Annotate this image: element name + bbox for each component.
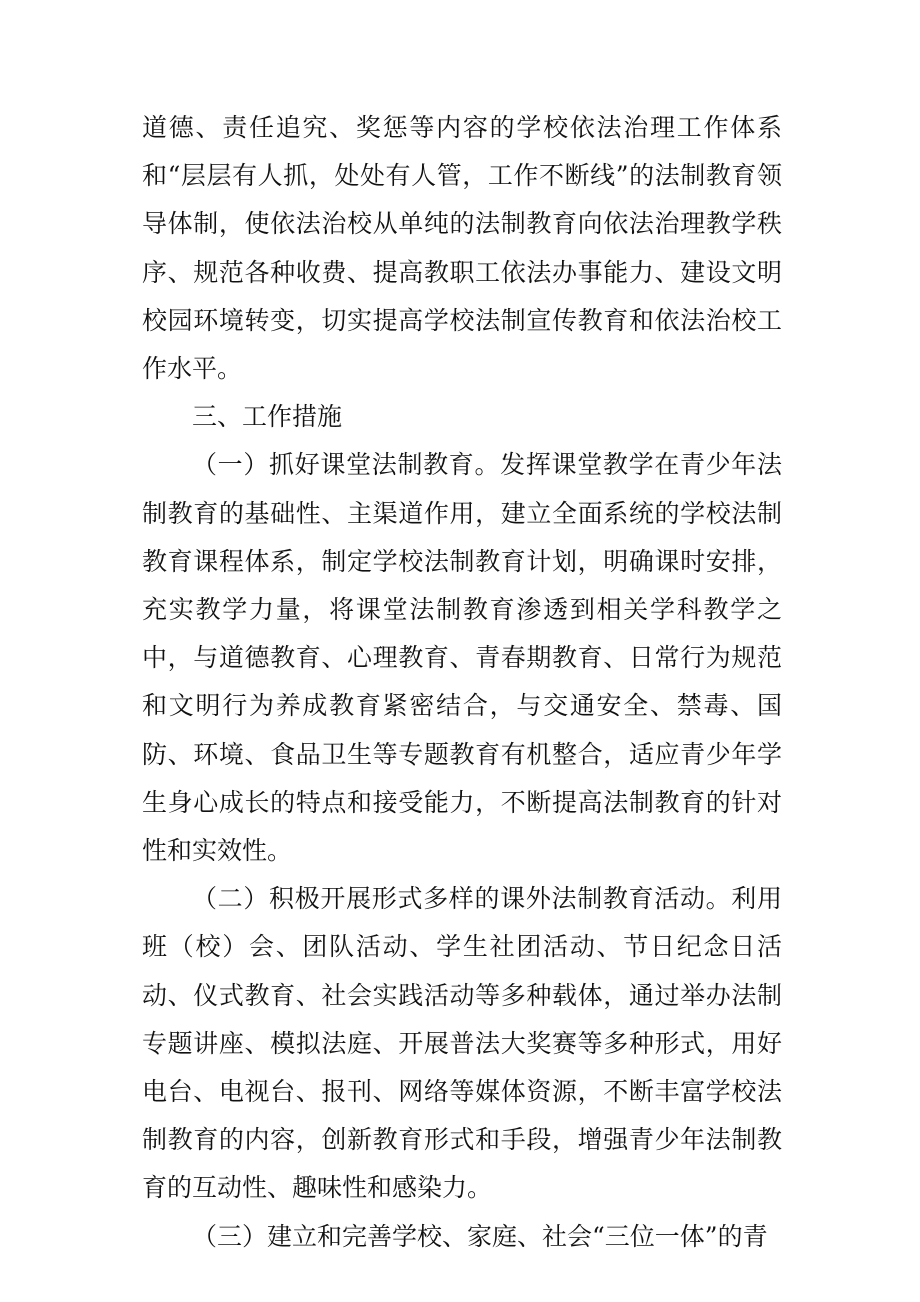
paragraph-measure-3: （三）建立和完善学校、家庭、社会“三位一体”的青 [192,1221,768,1251]
paragraph-measure-1: （一）抓好课堂法制教育。发挥课堂教学在青少年法制教育的基础性、主渠道作用，建立全面系统的学校法制教育课程体系，制定学校法制教育计划，明确课时安排，充实教学力量，将课堂法制教育渗透到相关学科教学之中，与道德教育、心理教育、青春期教育、日常行为规范和文明行为养成教育紧密结合，与交通安全、禁毒、国防、环境、食品卫生等专题教育有机整合，适应青少年学生身心成长的特点和接受能力，不断提高法制教育的针对性和实效性。 [142,450,782,866]
paragraph-measure-2: （二）积极开展形式多样的课外法制教育活动。利用班（校）会、团队活动、学生社团活动、节日纪念日活动、仪式教育、社会实践活动等多种载体，通过举办法制专题讲座、模拟法庭、开展普法大奖赛等多种形式，用好电台、电视台、报刊、网络等媒体资源，不断丰富学校法制教育的内容，创新教育形式和手段，增强青少年法制教育的互动性、趣味性和感染力。 [142,884,782,1203]
document-body [142,104,782,1261]
paragraph-continuation: 道德、责任追究、奖惩等内容的学校依法治理工作体系和“层层有人抓，处处有人管，工作不断线”的法制教育领导体制，使依法治校从单纯的法制教育向依法治理教学秩序、规范各种收费、提高教职工依法办事能力、建设文明校园环境转变，切实提高学校法制宣传教育和依法治校工作水平。 [142,113,782,384]
section-heading-work-measures: 三、工作措施 [192,402,343,432]
